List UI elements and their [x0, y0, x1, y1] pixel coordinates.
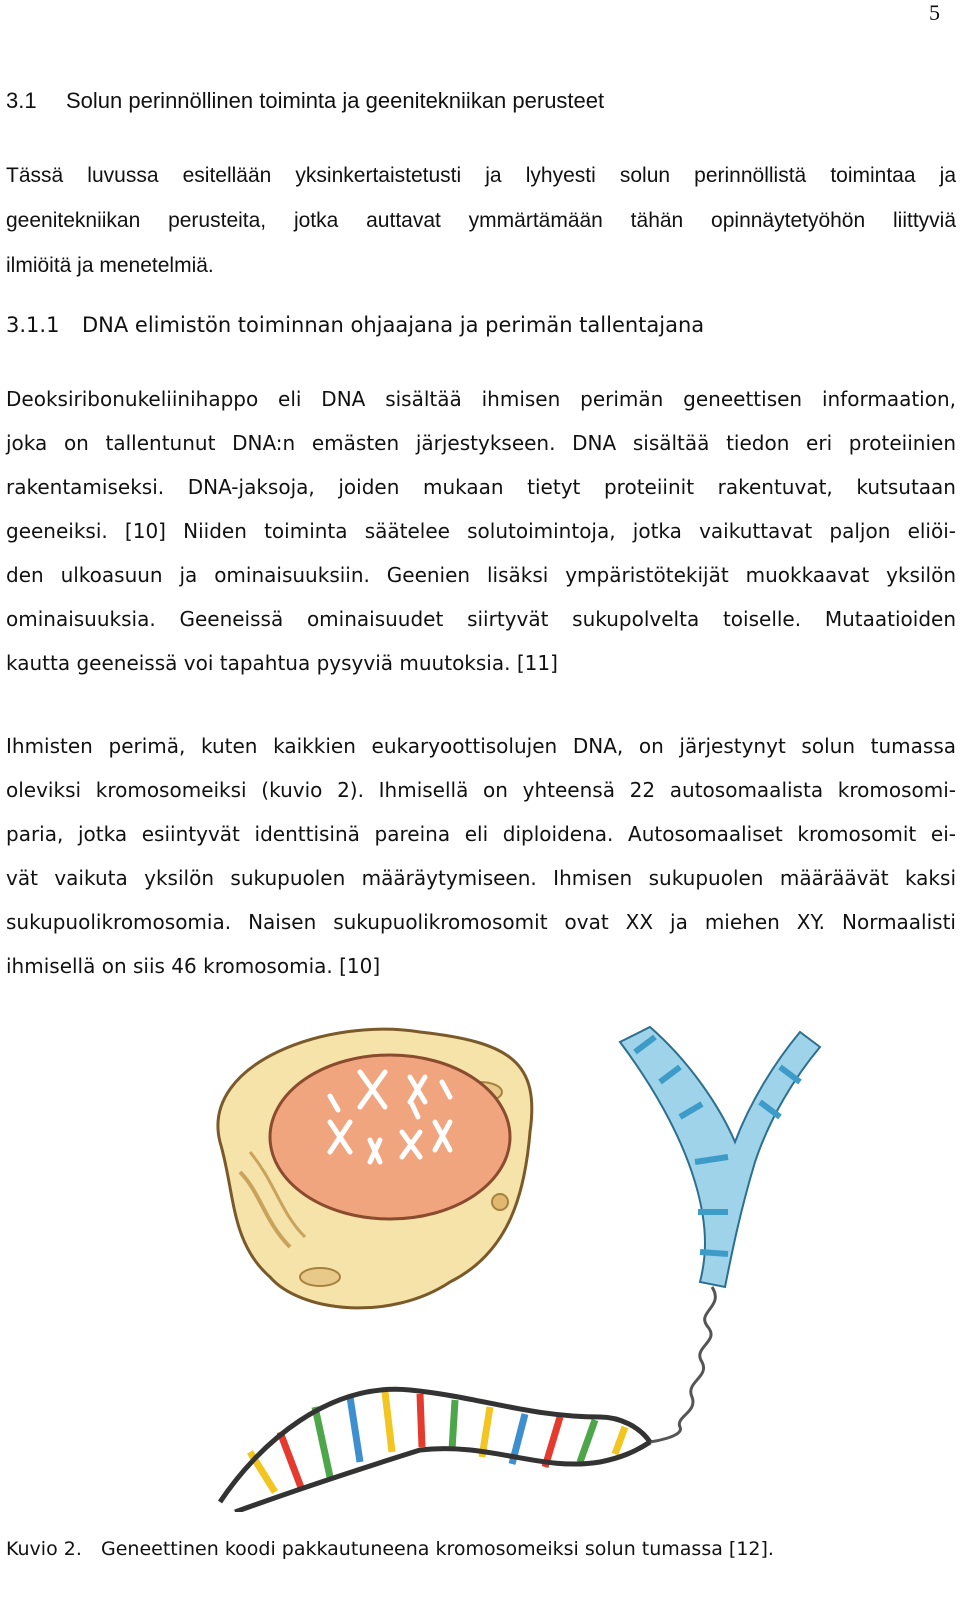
- subsection-heading: [6, 313, 704, 337]
- intro-paragraph: [6, 153, 956, 288]
- figure-dna-illustration: [180, 1022, 840, 1512]
- section-heading: [6, 88, 604, 114]
- dna-helix: [220, 1389, 650, 1512]
- chromosome-x: [620, 1027, 820, 1287]
- organelle: [492, 1194, 508, 1210]
- text-line: kautta geeneissä voi tapahtua pysyviä muutoksia. [11]: [6, 651, 558, 675]
- text-line: paria, jotka esiintyvät identtisinä pareina eli diploidena. Autosomaaliset kromosomit ei-: [6, 822, 956, 846]
- coiled-strand: [650, 1287, 715, 1442]
- section-number: 3.1: [6, 88, 37, 113]
- figure-caption: [6, 1538, 774, 1560]
- figure-label: Kuvio 2.: [6, 1538, 82, 1560]
- text-line: Deoksiribonukeliinihappo eli DNA sisältää ihmisen perimän geneettisen informaation,: [6, 387, 956, 411]
- subsection-title: DNA elimistön toiminnan ohjaajana ja perimän tallentajana: [82, 313, 705, 337]
- paragraph-1: [6, 377, 956, 685]
- page-number: 5: [929, 0, 940, 25]
- subsection-number: 3.1.1: [6, 313, 60, 337]
- text-line: Tässä luvussa esitellään yksinkertaistetusti ja lyhyesti solun perinnöllistä toimintaa ja: [6, 164, 956, 187]
- section-title: Solun perinnöllinen toiminta ja geenitekniikan perusteet: [66, 88, 605, 113]
- text-line: sukupuolikromosomia. Naisen sukupuolikromosomit ovat XX ja miehen XY. Normaalisti: [6, 910, 956, 934]
- text-line: ihmisellä on siis 46 kromosomia. [10]: [6, 954, 381, 978]
- dna-illustration: [180, 1022, 840, 1512]
- text-line: ilmiöitä ja menetelmiä.: [6, 254, 214, 277]
- paragraph-2: [6, 724, 956, 988]
- text-line: joka on tallentunut DNA:n emästen järjestykseen. DNA sisältää tiedon eri proteiinien: [6, 431, 956, 455]
- text-line: oleviksi kromosomeiksi (kuvio 2). Ihmisellä on yhteensä 22 autosomaalista kromosomi-: [6, 778, 956, 802]
- text-line: geeneiksi. [10] Niiden toiminta säätelee solutoimintoja, jotka vaikuttavat paljon eliöi-: [6, 519, 956, 543]
- text-line: rakentamiseksi. DNA-jaksoja, joiden mukaan tietyt proteiinit rakentuvat, kutsutaan: [6, 475, 956, 499]
- text-line: ominaisuuksia. Geeneissä ominaisuudet siirtyvät sukupolvelta toiselle. Mutaatioiden: [6, 607, 956, 631]
- text-line: den ulkoasuun ja ominaisuuksiin. Geenien lisäksi ympäristötekijät muokkaavat yksilön: [6, 563, 956, 587]
- text-line: vät vaikuta yksilön sukupuolen määräytymiseen. Ihmisen sukupuolen määräävät kaksi: [6, 866, 956, 890]
- nucleus: [270, 1055, 510, 1219]
- figure-caption-text: Geneettinen koodi pakkautuneena kromosomeiksi solun tumassa [12].: [101, 1538, 774, 1560]
- organelle: [300, 1268, 340, 1286]
- text-line: geenitekniikan perusteita, jotka auttavat ymmärtämään tähän opinnäytetyöhön liittyviä: [6, 209, 956, 232]
- text-line: Ihmisten perimä, kuten kaikkien eukaryoottisolujen DNA, on järjestynyt solun tumassa: [6, 734, 956, 758]
